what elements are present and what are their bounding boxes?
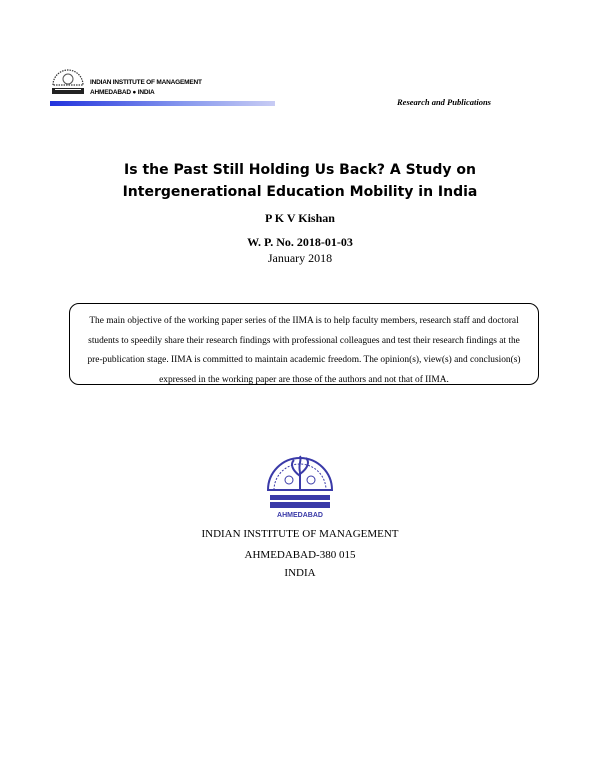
- paper-title-line2: Intergenerational Education Mobility in India: [122, 184, 478, 200]
- iim-header-logo-icon: [50, 65, 86, 97]
- disclaimer-line: students to speedily share their research findings with professional colleagues and test their research findings at the: [88, 335, 520, 346]
- iim-logo: [262, 442, 338, 522]
- iim-tree-emblem-icon: [262, 442, 338, 522]
- address-line2: AHMEDABAD-380 015: [244, 549, 356, 561]
- section-label: Research and Publications: [397, 97, 491, 107]
- author: P K V Kishan: [265, 211, 335, 225]
- disclaimer-box: [69, 303, 539, 385]
- disclaimer-line: The main objective of the working paper series of the IIMA is to help faculty members, research staff and doctoral: [89, 316, 519, 326]
- logo-city: AHMEDABAD: [277, 512, 323, 519]
- paper-date: January 2018: [267, 251, 333, 265]
- paper-title-line1: Is the Past Still Holding Us Back? A Study on: [124, 162, 476, 178]
- disclaimer-line: pre-publication stage. IIMA is committed to maintain academic freedom. The opinion(s), view(s) and conclusion(s): [87, 355, 521, 365]
- header-institute: INDIAN INSTITUTE OF MANAGEMENT: [90, 79, 202, 86]
- address-line1: INDIAN INSTITUTE OF MANAGEMENT: [201, 528, 399, 540]
- disclaimer-line: expressed in the working paper are those of the authors and not that of IIMA.: [159, 374, 449, 385]
- address-line3: INDIA: [284, 567, 316, 579]
- paper-number: W. P. No. 2018-01-03: [247, 235, 353, 249]
- header-accent-bar: [50, 101, 275, 106]
- header-location: AHMEDABAD ● INDIA: [90, 89, 155, 96]
